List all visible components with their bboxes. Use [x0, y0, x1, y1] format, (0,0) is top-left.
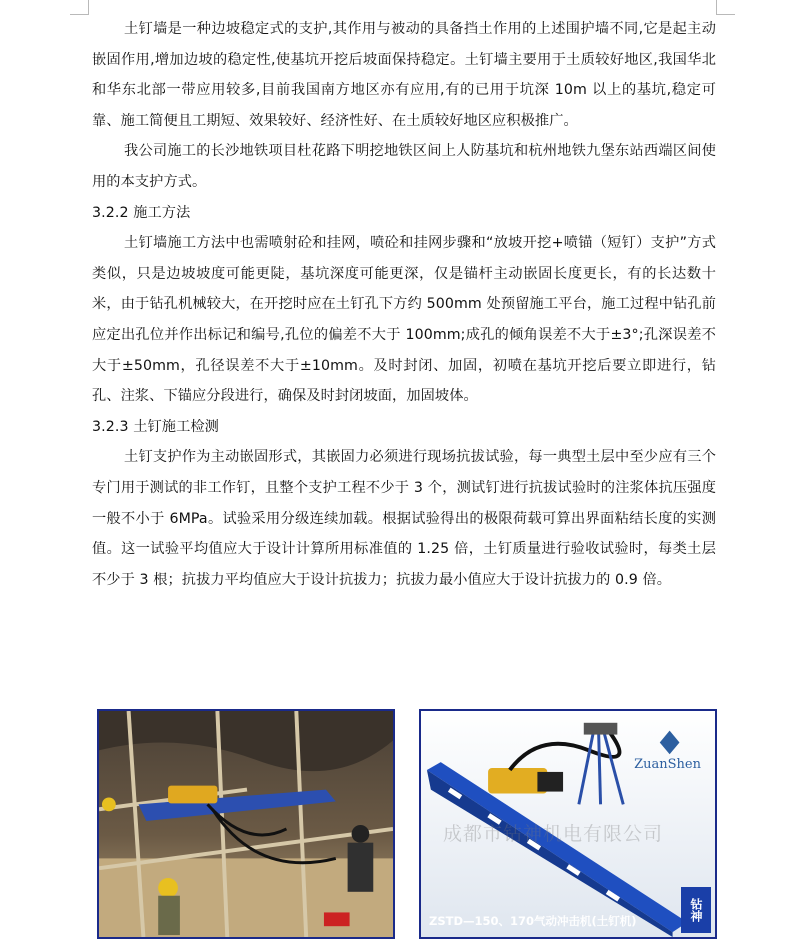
brand-badge: 钻神	[681, 887, 711, 933]
heading-3-2-3: 3.2.3 土钉施工检测	[92, 418, 219, 435]
machine-caption: ZSTD—150、170气动冲击机(土钉机)	[429, 914, 637, 928]
heading-3-2-2: 3.2.2 施工方法	[92, 204, 191, 221]
paragraph-construction-method: 土钉墙施工方法中也需喷射砼和挂网，喷砼和挂网步骤和“放坡开挖+喷锚（短钉）支护”方式类似，只是边坡坡度可能更陡，基坑深度可能更深，仅是锚杆主动嵌固长度更长，有的长达数十米，由于钻孔机械较大，在开挖时应在土钉孔下方约 500mm 处预留施工平台，施工过程中钻孔前应定出孔位并作出标记和编号,孔位的偏差不大于 100mm;成孔的倾角误差不大于±3°;孔深误差不大于±50mm，孔径误差不大于±10mm。及时封闭、加固，初喷在基坑开挖后要立即进行，钻孔、注浆、下锚应分段进行，确保及时封闭坡面，加固坡体。	[92, 235, 716, 405]
watermark: 成都市钻神机电有限公司	[443, 823, 664, 845]
site-photo	[97, 709, 395, 939]
paragraph-projects: 我公司施工的长沙地铁项目杜花路下明挖地铁区间上人防基坑和杭州地铁九堡东站西端区间使用的本支护方式。	[92, 143, 716, 190]
page-corner-mark-left	[70, 0, 89, 15]
document-page	[92, 14, 716, 595]
paragraph-inspection: 土钉支护作为主动嵌固形式，其嵌固力必须进行现场抗拔试验，每一典型土层中至少应有三个专门用于测试的非工作钉，且整个支护工程不少于 3 个，测试钉进行抗拔试验时的注浆体抗压强度一般不小于 6MPa。试验采用分级连续加载。根据试验得出的极限荷载可算出界面粘结长度的实测值。这一试验平均值应大于设计计算所用标准值的 1.25 倍，土钉质量进行验收试验时，每类土层不少于 3 根；抗拔力平均值应大于设计抗拔力；抗拔力最小值应大于设计抗拔力的 0.9 倍。	[92, 449, 716, 588]
site-photo-illustration	[99, 711, 393, 937]
brand-logo-text: ZuanShen	[634, 757, 701, 772]
paragraph-intro: 土钉墙是一种边坡稳定式的支护,其作用与被动的具备挡土作用的上述围护墙不同,它是起主动嵌固作用,增加边坡的稳定性,使基坑开挖后坡面保持稳定。土钉墙主要用于土质较好地区,我国华北和华东北部一带应用较多,目前我国南方地区亦有应用,有的已用于坑深 10m 以上的基坑,稳定可靠、施工简便且工期短、效果较好、经济性好、在土质较好地区应积极推广。	[92, 21, 716, 129]
page-corner-mark-right	[716, 0, 735, 15]
